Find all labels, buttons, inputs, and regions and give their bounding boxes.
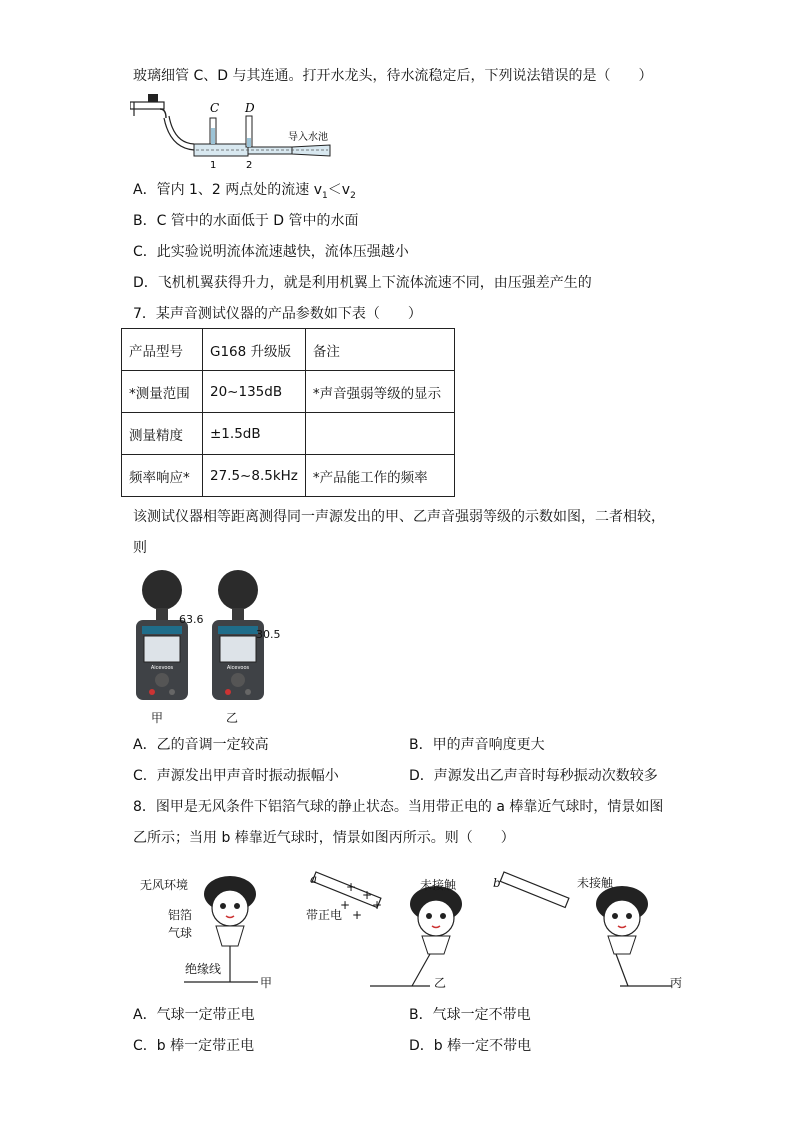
label-foil-2: 气球 [168, 926, 193, 940]
q7-body-line1: 该测试仪器相等距离测得同一声源发出的甲、乙声音强弱等级的示数如图，二者相较， [133, 509, 665, 525]
meter-brand-right: Aicevoos [226, 665, 250, 671]
q7-option-d: D．声源发出乙声音时每秒振动次数较多 [409, 768, 658, 784]
table-cell: 27.5~8.5kHz [203, 455, 306, 497]
label-point-2: 2 [246, 160, 253, 170]
meter-reading-yi: 30.5 [256, 628, 281, 641]
q6-option-d: D．飞机机翼获得升力，就是利用机翼上下流体流速不同，由压强差产生的 [133, 275, 592, 291]
q6-option-a-text: A．管内 1、2 两点处的流速 v [133, 182, 323, 198]
table-cell: ±1.5dB [203, 413, 306, 455]
plus-sign: + [362, 888, 373, 902]
plus-sign: + [372, 898, 383, 912]
meter-reading-jia: 63.6 [179, 613, 204, 626]
table-row [122, 371, 455, 413]
q7-spec-table [121, 328, 455, 497]
label-c: C [210, 101, 220, 115]
table-cell: *声音强弱等级的显示 [305, 371, 454, 413]
sound-meter-icon [136, 570, 188, 700]
label-no-contact-2: 未接触 [577, 876, 614, 890]
label-rod-a: a [310, 872, 318, 886]
label-foil-1: 铝箔 [168, 908, 193, 922]
table-cell: *测量范围 [122, 371, 203, 413]
table-row [122, 329, 455, 371]
q7-option-c: C．声源发出甲声音时振动振幅小 [133, 768, 339, 784]
table-cell: 备注 [305, 329, 454, 371]
q7-option-a: A．乙的音调一定较高 [133, 737, 269, 753]
q8-option-d: D．b 棒一定不带电 [409, 1038, 532, 1054]
label-d: D [245, 101, 255, 115]
table-row [122, 413, 455, 455]
label-point-1: 1 [210, 160, 217, 170]
label-rod-b: b [493, 876, 501, 890]
balloon-yi [370, 886, 462, 986]
q6-option-b: B．C 管中的水面低于 D 管中的水面 [133, 213, 359, 229]
q8-option-b: B．气球一定不带电 [409, 1007, 531, 1023]
label-no-wind: 无风环境 [140, 878, 189, 892]
q6-stem: 玻璃细管 C、D 与其连通。打开水龙头，待水流稳定后，下列说法错误的是（ ） [133, 68, 653, 84]
q6-venturi-figure [130, 88, 350, 170]
meter-label-jia: 甲 [151, 711, 164, 725]
plus-sign: + [340, 898, 351, 912]
table-cell: 测量精度 [122, 413, 203, 455]
table-cell: G168 升级版 [203, 329, 306, 371]
table-cell: 频率响应* [122, 455, 203, 497]
label-bing: 丙 [670, 976, 683, 990]
q6-option-a-sub1: 1 [322, 190, 328, 201]
q7-option-b: B．甲的声音响度更大 [409, 737, 545, 753]
q6-option-a [133, 180, 356, 206]
q7-body-line2: 则 [133, 540, 147, 556]
table-cell: 产品型号 [122, 329, 203, 371]
rod-b [500, 872, 569, 907]
q6-option-a-sub2: 2 [350, 190, 356, 201]
q8-stem-line2: 乙所示；当用 b 棒靠近气球时，情景如图丙所示。则（ ） [133, 830, 515, 846]
outlet-label: 导入水池 [288, 132, 328, 143]
q6-option-c: C．此实验说明流体流速越快，流体压强越小 [133, 244, 409, 260]
q8-option-c: C．b 棒一定带正电 [133, 1038, 255, 1054]
label-insulated-line: 绝缘线 [185, 962, 222, 976]
q7-stem: 7．某声音测试仪器的产品参数如下表（ ） [133, 306, 422, 322]
balloon-bing [596, 886, 672, 986]
meter-brand-left: Aicevoos [150, 665, 174, 671]
table-cell [305, 413, 454, 455]
plus-sign: + [352, 908, 363, 922]
plus-sign: + [346, 880, 357, 894]
label-yi: 乙 [434, 976, 447, 990]
label-no-contact-1: 未接触 [420, 878, 457, 892]
q8-stem-line1: 8．图甲是无风条件下铝箔气球的静止状态。当用带正电的 a 棒靠近气球时，情景如图 [133, 799, 664, 815]
q8-option-a: A．气球一定带正电 [133, 1007, 255, 1023]
meter-label-yi: 乙 [226, 711, 239, 725]
table-cell: 20~135dB [203, 371, 306, 413]
label-positive: 带正电 [306, 908, 343, 922]
table-row [122, 455, 455, 497]
q6-option-a-lt: ＜v [327, 182, 351, 198]
faucet-icon [148, 94, 158, 102]
label-jia: 甲 [260, 976, 273, 990]
table-cell: *产品能工作的频率 [305, 455, 454, 497]
